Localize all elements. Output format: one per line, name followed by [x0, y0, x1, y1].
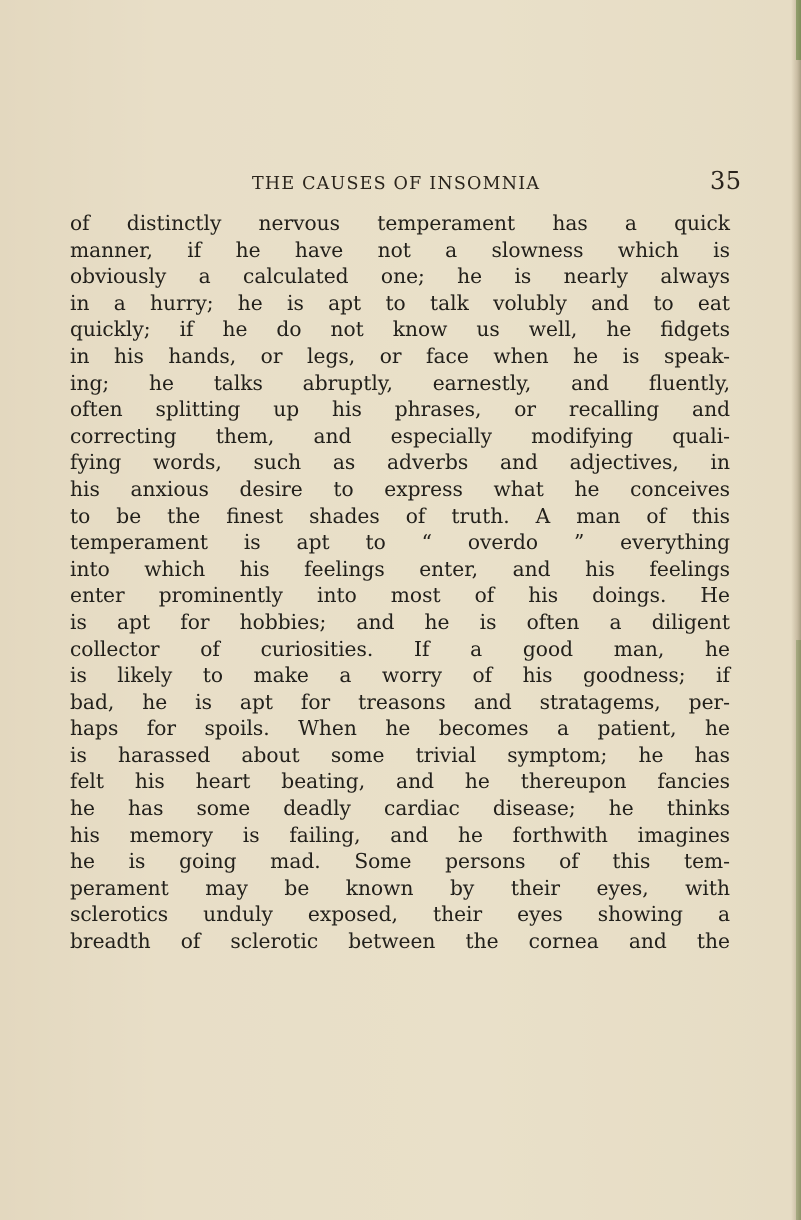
text-line: he is going mad. Some persons of this tem- [70, 849, 730, 874]
text-line: felt his heart beating, and he thereupon fancies [70, 769, 730, 794]
text-line: haps for spoils. When he becomes a patient, he [70, 716, 730, 741]
text-line: in a hurry; he is apt to talk volubly and to eat [70, 290, 730, 315]
text-line: bad, he is apt for treasons and stratagems, per- [70, 689, 730, 714]
running-title: THE CAUSES OF INSOMNIA [252, 174, 541, 194]
text-line: quickly; if he do not know us well, he fidgets [70, 317, 730, 342]
text-line: breadth of sclerotic between the cornea and the [70, 929, 730, 954]
text-line: temperament is apt to “ overdo ” everything [70, 530, 730, 555]
text-line: to be the finest shades of truth. A man of this [70, 503, 730, 528]
text-line: he has some deadly cardiac disease; he thinks [70, 796, 730, 821]
text-line: perament may be known by their eyes, with [70, 875, 730, 900]
text-line: in his hands, or legs, or face when he is speak- [70, 343, 730, 368]
text-line: his memory is failing, and he forthwith imagines [70, 822, 730, 847]
page-edge-mark [796, 640, 801, 1220]
text-line: fying words, such as adverbs and adjectives, in [70, 450, 730, 475]
running-head [0, 167, 801, 198]
text-line: sclerotics unduly exposed, their eyes showing a [70, 902, 730, 927]
text-line: ing; he talks abruptly, earnestly, and fluently, [70, 370, 730, 395]
text-line: often splitting up his phrases, or recalling and [70, 397, 730, 422]
text-line: correcting them, and especially modifying quali- [70, 423, 730, 448]
text-line: is likely to make a worry of his goodness; if [70, 663, 730, 688]
text-line: is harassed about some trivial symptom; he has [70, 742, 730, 767]
text-line: into which his feelings enter, and his feelings [70, 556, 730, 581]
text-line: is apt for hobbies; and he is often a diligent [70, 609, 730, 634]
page-number: 35 [710, 167, 742, 195]
text-line: enter prominently into most of his doings. He [70, 583, 730, 608]
page-edge-mark [796, 0, 801, 60]
text-line: collector of curiosities. If a good man, he [70, 636, 730, 661]
text-line: manner, if he have not a slowness which is [70, 237, 730, 262]
text-line: his anxious desire to express what he conceives [70, 476, 730, 501]
body-text [70, 210, 730, 955]
text-line: of distinctly nervous temperament has a quick [70, 211, 730, 235]
text-line: obviously a calculated one; he is nearly always [70, 264, 730, 289]
